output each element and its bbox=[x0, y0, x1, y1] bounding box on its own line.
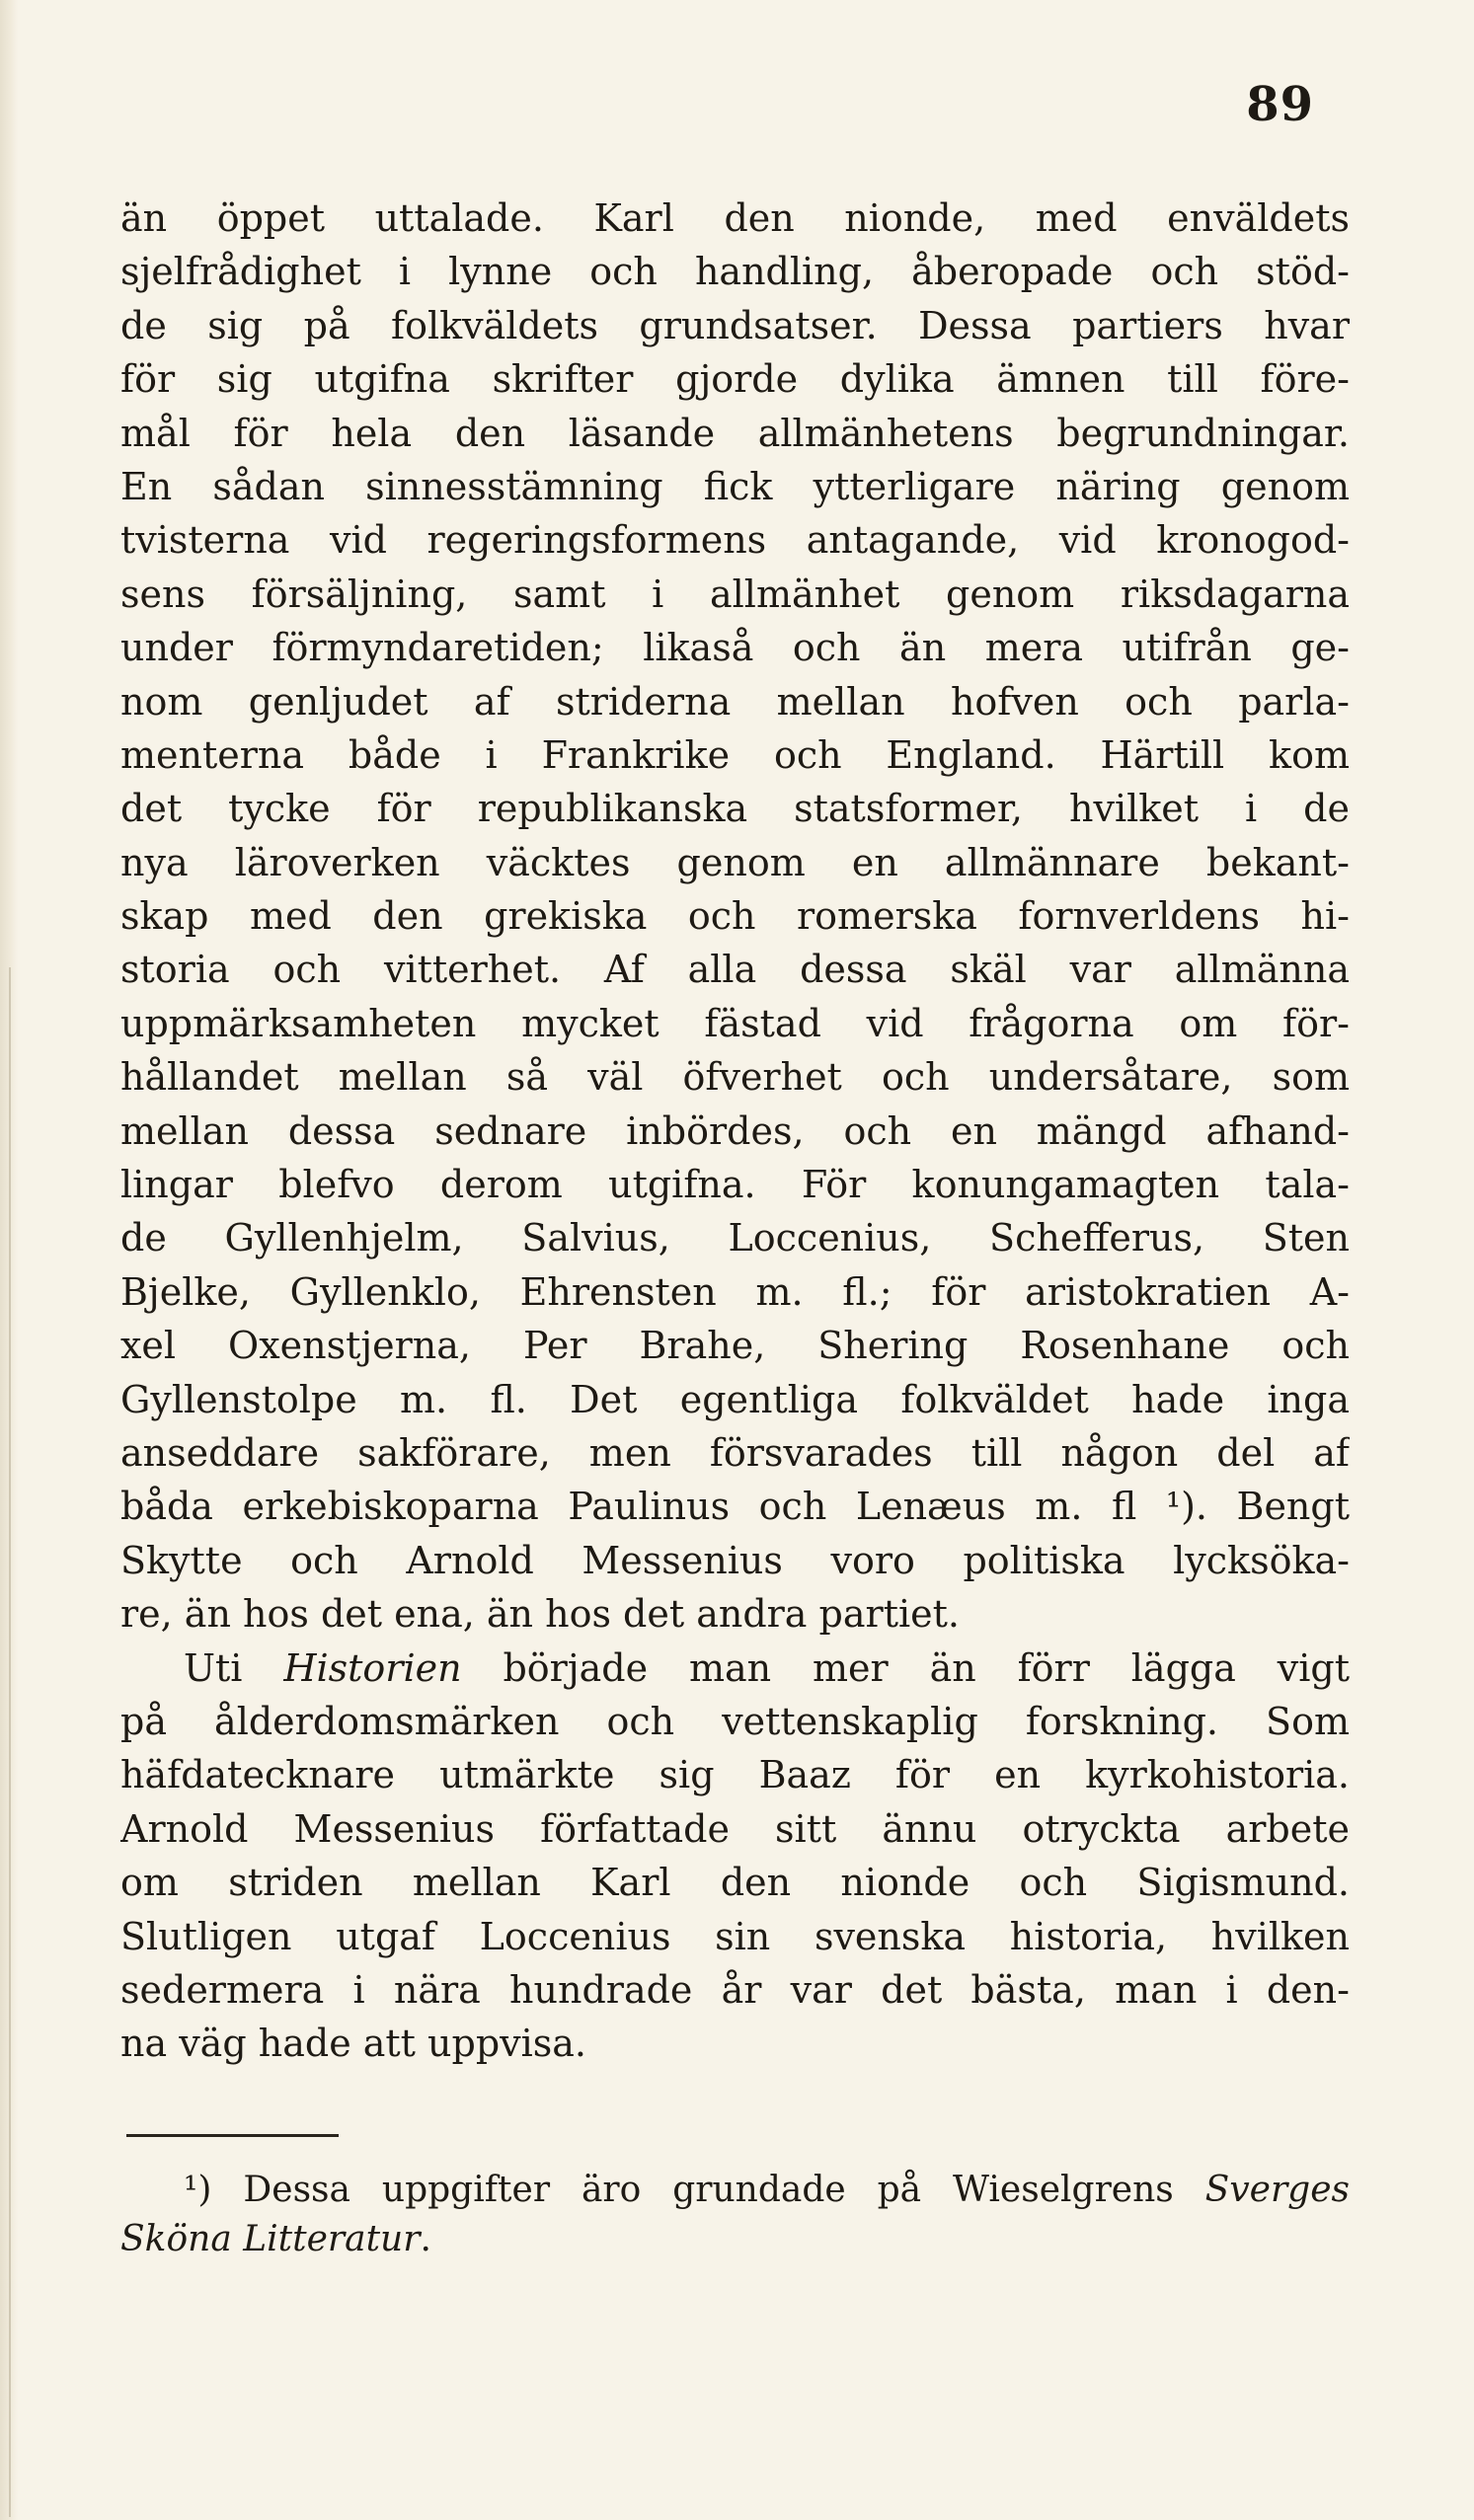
italic-term: Historien bbox=[283, 1645, 462, 1690]
text-line: Bjelke, Gyllenklo, Ehrensten m. fl.; för aristokratien A- bbox=[120, 1269, 1350, 1314]
text-line: xel Oxenstjerna, Per Brahe, Shering Rosenhane och bbox=[120, 1324, 1350, 1368]
text-line: för sig utgifna skrifter gjorde dylika ämnen till före- bbox=[120, 357, 1350, 402]
text-line: än öppet uttalade. Karl den nionde, med enväldets bbox=[120, 196, 1350, 240]
footnote-line bbox=[120, 2166, 1350, 2215]
text-line: det tycke för republikanska statsformer, hvilket i de bbox=[120, 787, 1350, 831]
text-line: på ålderdomsmärken och vettenskaplig forskning. Som bbox=[120, 1699, 1350, 1743]
page-number: 89 bbox=[1246, 77, 1314, 132]
text-line: mål för hela den läsande allmänhetens begrundningar. bbox=[120, 411, 1350, 455]
text-line: nya läroverken väcktes genom en allmännare bekant- bbox=[120, 840, 1350, 884]
text-line: skap med den grekiska och romerska fornverldens hi- bbox=[120, 894, 1350, 939]
text-line: Gyllenstolpe m. fl. Det egentliga folkväldet hade inga bbox=[120, 1377, 1350, 1421]
footnote-text: Dessa uppgifter äro grundade på Wieselgrens bbox=[211, 2170, 1205, 2210]
text-line: under förmyndaretiden; likaså och än mera utifrån ge- bbox=[120, 626, 1350, 670]
text-line: Arnold Messenius författade sitt ännu otryckta arbete bbox=[120, 1806, 1350, 1851]
text-line: hållandet mellan så väl öfverhet och undersåtare, som bbox=[120, 1055, 1350, 1100]
text-line: om striden mellan Karl den nionde och Sigismund. bbox=[120, 1861, 1350, 1905]
text-line: sjelfrådighet i lynne och handling, åberopade och stöd- bbox=[120, 250, 1350, 294]
footnote-text: . bbox=[420, 2219, 431, 2259]
paragraph-start-line bbox=[120, 1642, 1350, 1695]
text-segment: började man mer än förr lägga vigt bbox=[461, 1645, 1350, 1690]
footnote bbox=[120, 2166, 1350, 2264]
text-line: menterna både i Frankrike och England. Härtill kom bbox=[120, 732, 1350, 777]
paragraph-end-line: re, än hos det ena, än hos det andra partiet. bbox=[120, 1592, 960, 1637]
text-line: sens försäljning, samt i allmänhet genom riksdagarna bbox=[120, 572, 1350, 616]
text-line: tvisterna vid regeringsformens antagande, vid kronogod- bbox=[120, 518, 1350, 563]
page-binding-line bbox=[9, 967, 11, 2517]
text-line: uppmärksamheten mycket fästad vid frågorna om för- bbox=[120, 1001, 1350, 1045]
text-line: storia och vitterhet. Af alla dessa skäl var allmänna bbox=[120, 948, 1350, 992]
text-line: anseddare sakförare, men försvarades till någon del af bbox=[120, 1430, 1350, 1475]
footnote-italic-title: Sköna Litteratur bbox=[120, 2219, 421, 2259]
text-line: Slutligen utgaf Loccenius sin svenska historia, hvilken bbox=[120, 1914, 1350, 1958]
text-line: de Gyllenhjelm, Salvius, Loccenius, Schefferus, Sten bbox=[120, 1216, 1350, 1260]
footnote-italic-title: Sverges bbox=[1204, 2170, 1350, 2210]
paragraph-end-line: na väg hade att uppvisa. bbox=[120, 2022, 587, 2066]
text-segment: Uti bbox=[184, 1645, 284, 1690]
body-text bbox=[120, 191, 1350, 2071]
text-line: de sig på folkväldets grundsatser. Dessa partiers hvar bbox=[120, 303, 1350, 347]
footnote-marker: ¹) bbox=[184, 2170, 212, 2210]
text-line: häfdatecknare utmärkte sig Baaz för en kyrkohistoria. bbox=[120, 1753, 1350, 1797]
text-line: sedermera i nära hundrade år var det bästa, man i den- bbox=[120, 1967, 1350, 2012]
footnote-line bbox=[120, 2215, 1350, 2264]
footnote-divider bbox=[126, 2134, 339, 2137]
text-line: En sådan sinnesstämning fick ytterligare näring genom bbox=[120, 464, 1350, 508]
text-line: Skytte och Arnold Messenius voro politiska lycksöka- bbox=[120, 1538, 1350, 1582]
text-line: nom genljudet af striderna mellan hofven och parla- bbox=[120, 679, 1350, 724]
text-line: lingar blefvo derom utgifna. För konungamagten tala- bbox=[120, 1163, 1350, 1207]
text-line: båda erkebiskoparna Paulinus och Lenæus m. fl ¹). Bengt bbox=[120, 1485, 1350, 1529]
text-line: mellan dessa sednare inbördes, och en mängd afhand- bbox=[120, 1108, 1350, 1153]
